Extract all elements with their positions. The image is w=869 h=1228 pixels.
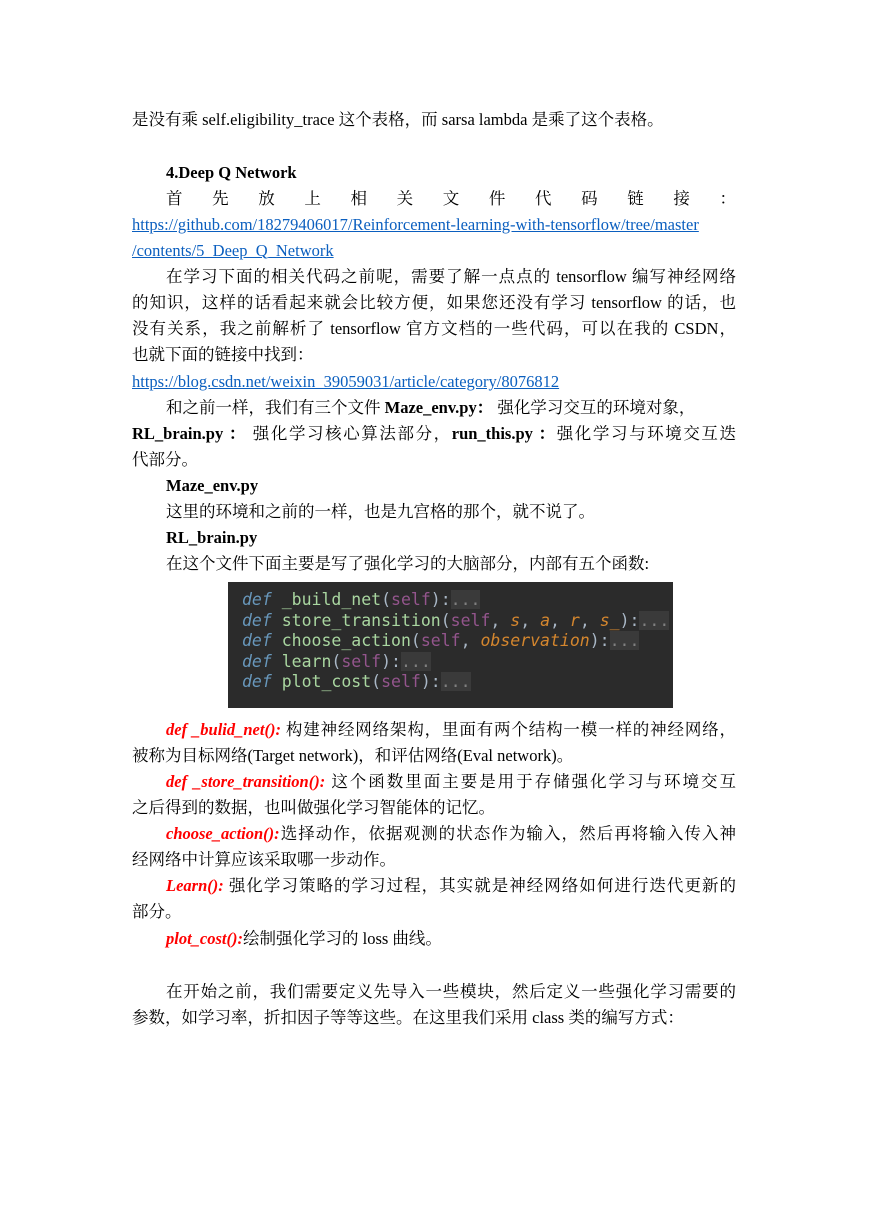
github-link-line-2[interactable] bbox=[132, 238, 736, 264]
paragraph-line: 部分。 bbox=[132, 902, 182, 921]
paragraph-line: 在这个文件下面主要是写了强化学习的大脑部分，内部有五个函数: bbox=[166, 554, 650, 573]
spaced-char: 放 bbox=[258, 189, 275, 208]
paragraph-line: 在学习下面的相关代码之前呢，需要了解一点点的 tensorflow 编写神经网络 bbox=[166, 267, 736, 286]
github-link-line[interactable] bbox=[132, 212, 736, 238]
text: 绘制强化学习的 loss 曲线。 bbox=[242, 929, 442, 948]
text: 构建神经网络架构，里面有两个结构一模一样的神经网络， bbox=[280, 720, 737, 739]
paragraph-line bbox=[166, 717, 736, 743]
spaced-char: 链 bbox=[627, 189, 644, 208]
spaced-char: 先 bbox=[212, 189, 229, 208]
paragraph-line bbox=[166, 873, 736, 899]
code-line: def _build_net(self):... bbox=[242, 590, 481, 609]
spaced-char: 代 bbox=[535, 189, 552, 208]
github-link-continued[interactable]: /contents/5_Deep_Q_Network bbox=[132, 241, 334, 260]
paragraph-line bbox=[166, 821, 736, 847]
function-name: choose_action(): bbox=[166, 824, 280, 843]
text: 和之前一样，我们有三个文件 bbox=[166, 398, 385, 417]
csdn-link-line[interactable] bbox=[132, 369, 736, 395]
paragraph-line: 经网络中计算应该采取哪一步动作。 bbox=[132, 850, 396, 869]
spaced-char: 上 bbox=[304, 189, 321, 208]
code-line: def plot_cost(self):... bbox=[242, 672, 471, 691]
text: 选择动作，依据观测的状态作为输入，然后再将输入传入神 bbox=[279, 824, 736, 843]
text: 这个函数里面主要是用于存储强化学习与环境交互 bbox=[325, 772, 736, 791]
text: 强化学习交互的环境对象， bbox=[493, 398, 696, 417]
text: 强化学习与环境交互迭 bbox=[556, 424, 737, 443]
spaced-char: 件 bbox=[488, 189, 506, 208]
text: 强化学习策略的学习过程，其实就是神经网络如何进行迭代更新的 bbox=[223, 876, 736, 895]
spaced-char: 关 bbox=[396, 189, 414, 208]
spaced-char: ： bbox=[719, 189, 736, 208]
paragraph-line bbox=[166, 395, 736, 421]
paragraph-line: 之后得到的数据，也叫做强化学习智能体的记忆。 bbox=[132, 798, 495, 817]
code-line: def store_transition(self, s, a, r, s_):... bbox=[242, 610, 670, 630]
paragraph-line: 也就下面的链接中找到： bbox=[132, 345, 314, 364]
function-name: Learn(): bbox=[166, 876, 224, 895]
spaced-char: 接 bbox=[673, 189, 690, 208]
paragraph-line bbox=[166, 769, 736, 795]
paragraph-line: 在开始之前，我们需要定义先导入一些模块，然后定义一些强化学习需要的 bbox=[166, 982, 736, 1001]
spaced-char: 相 bbox=[350, 189, 367, 208]
spaced-line bbox=[166, 186, 736, 212]
filename-maze-env: Maze_env.py： bbox=[384, 398, 494, 417]
paragraph-line: 被称为目标网络(Target network)，和评估网络(Eval network)。 bbox=[132, 746, 574, 765]
spaced-char: 码 bbox=[581, 189, 598, 208]
csdn-link[interactable]: https://blog.csdn.net/weixin_39059031/article/category/8076812 bbox=[132, 372, 560, 391]
spaced-char: 首 bbox=[166, 189, 183, 208]
paragraph-line: 是没有乘 self.eligibility_trace 这个表格，而 sarsa lambda 是乘了这个表格。 bbox=[132, 110, 664, 129]
paragraph-line: 这里的环境和之前的一样，也是九宫格的那个，就不说了。 bbox=[166, 502, 595, 521]
paragraph-line bbox=[166, 926, 736, 952]
spaced-char: 文 bbox=[442, 189, 460, 208]
paragraph-line: 的知识，这样的话看起来就会比较方便，如果您还没有学习 tensorflow 的话，也 bbox=[132, 293, 736, 312]
paragraph-line: 参数，如学习率，折扣因子等等这些。在这里我们采用 class 类的编写方式： bbox=[132, 1008, 684, 1027]
subheading-maze-env: Maze_env.py bbox=[166, 476, 259, 495]
filename-rl-brain: RL_brain.py ： bbox=[132, 424, 248, 443]
code-line: def choose_action(self, observation):... bbox=[242, 631, 640, 650]
code-line: def learn(self):... bbox=[242, 651, 431, 671]
subheading-rl-brain: RL_brain.py bbox=[166, 528, 258, 547]
function-name: def _bulid_net(): bbox=[166, 720, 281, 739]
section-heading: 4.Deep Q Network bbox=[166, 163, 297, 182]
paragraph-line bbox=[132, 421, 736, 447]
paragraph-line: 代部分。 bbox=[132, 450, 198, 469]
paragraph-line: 没有关系，我之前解析了 tensorflow 官方文档的一些代码，可以在我的 CSDN， bbox=[132, 319, 736, 338]
github-link[interactable]: https://github.com/18279406017/Reinforcement-learning-with-tensorflow/tree/master bbox=[132, 215, 699, 234]
code-screenshot bbox=[228, 582, 673, 708]
function-name: def _store_transition(): bbox=[166, 772, 326, 791]
text: 强化学习核心算法部分， bbox=[247, 424, 452, 443]
function-name: plot_cost(): bbox=[166, 929, 243, 948]
filename-run-this: run_this.py ： bbox=[451, 424, 557, 443]
